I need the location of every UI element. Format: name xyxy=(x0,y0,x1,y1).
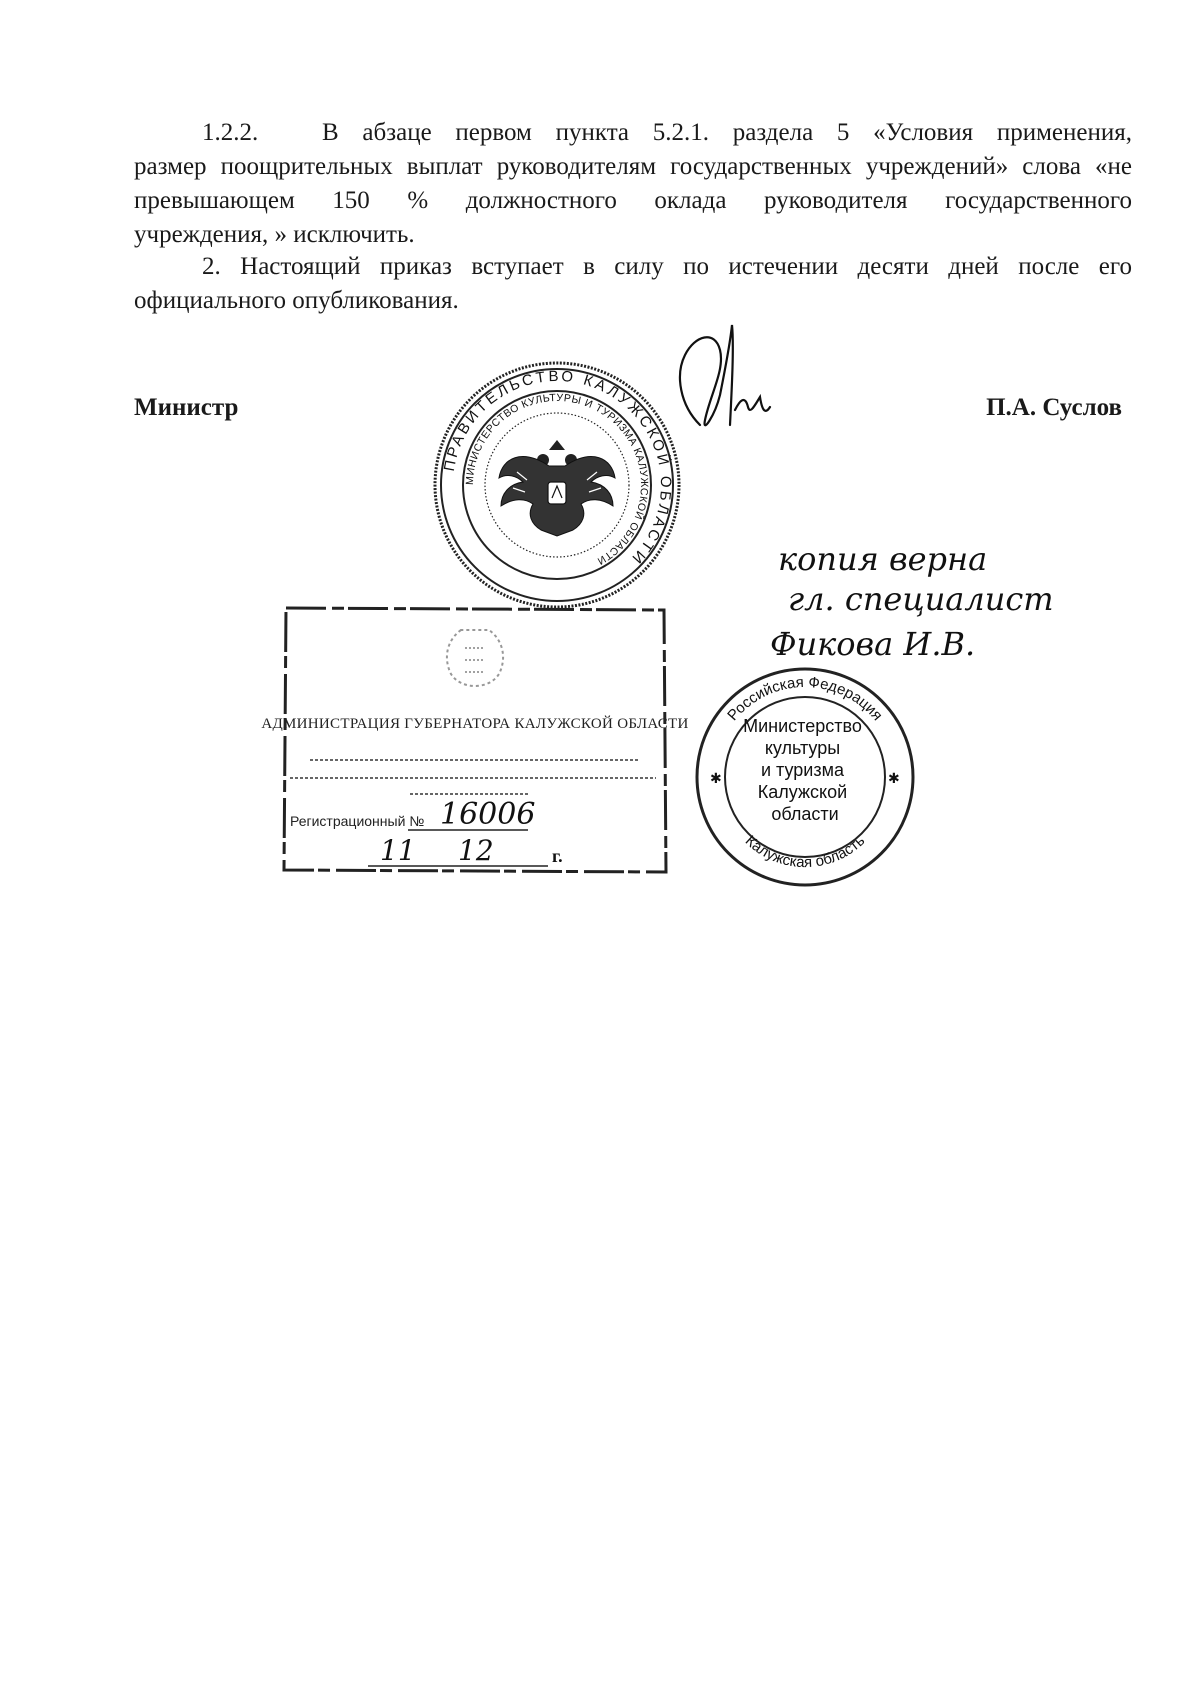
paragraph-2 xyxy=(134,250,1132,318)
seal-inner-text: МИНИСТЕРСТВО КУЛЬТУРЫ И ТУРИЗМА КАЛУЖСКОЙ ОБЛАСТИ xyxy=(463,391,651,568)
handwritten-certification-note xyxy=(770,540,1100,670)
paragraph-2-line-2: официального опубликования. xyxy=(134,287,459,314)
signatory-position: Министр xyxy=(134,394,239,421)
registration-stamp xyxy=(261,598,689,878)
round-stamp-top-text: Российская Федерация xyxy=(724,673,886,725)
round-stamp-line-4: Калужской xyxy=(757,782,848,802)
star-icon: ✱ xyxy=(888,770,900,786)
registration-label: Регистрационный № xyxy=(290,813,425,829)
official-seal xyxy=(432,360,682,610)
note-line-3: Фикова И.В. xyxy=(770,625,976,663)
svg-text:Калужская область xyxy=(742,832,868,871)
round-stamp-line-3: и туризма xyxy=(760,760,844,780)
eagle-emblem-icon xyxy=(499,440,615,536)
paragraph-1-line-1: 1.2.2. В абзаце первом пункта 5.2.1. раздела 5 «Условия применения, xyxy=(134,116,1132,150)
star-icon: ✱ xyxy=(710,770,722,786)
svg-text:Министерство культуры xyxy=(743,716,867,824)
round-stamp-line-1: Министерство xyxy=(743,716,862,736)
note-line-2: гл. специалист xyxy=(788,580,1054,618)
signatory-name: П.А. Суслов xyxy=(986,394,1122,421)
seal-outer-text: ПРАВИТЕЛЬСТВО КАЛУЖСКОЙ ОБЛАСТИ xyxy=(440,367,675,569)
registration-date-month: 12 xyxy=(458,834,494,867)
paragraph-2-line-1: 2. Настоящий приказ вступает в силу по истечении десяти дней после его xyxy=(202,253,1132,280)
stamp-faded-text-lines xyxy=(290,760,656,794)
registration-date-day: 11 xyxy=(380,834,416,867)
paragraph-1-line-4: учреждения, » исключить. xyxy=(134,221,415,248)
paragraph-1-line-2: размер поощрительных выплат руководителям государственных учреждений» слова «не xyxy=(134,153,1132,180)
stamp-emblem-icon xyxy=(447,630,503,686)
paragraph-1-line-3: превышающем 150 % должностного оклада руководителя государственного xyxy=(134,187,1132,214)
stamp-title: АДМИНИСТРАЦИЯ ГУБЕРНАТОРА КАЛУЖСКОЙ ОБЛАСТИ xyxy=(261,716,689,732)
svg-text:копия верна гл. специали xyxy=(770,540,1064,663)
paragraph-1-2-2 xyxy=(134,116,1132,252)
round-stamp-bottom-text: Калужская область xyxy=(741,832,869,872)
round-stamp-line-5: области xyxy=(771,804,839,824)
round-stamp-line-2: культуры xyxy=(764,738,841,758)
registration-number: 16006 xyxy=(440,797,536,832)
paragraph-number: 1.2.2. xyxy=(202,119,259,146)
note-line-1: копия верна xyxy=(778,540,988,578)
registration-year-suffix: г. xyxy=(552,846,563,866)
round-ministry-stamp xyxy=(690,662,920,892)
